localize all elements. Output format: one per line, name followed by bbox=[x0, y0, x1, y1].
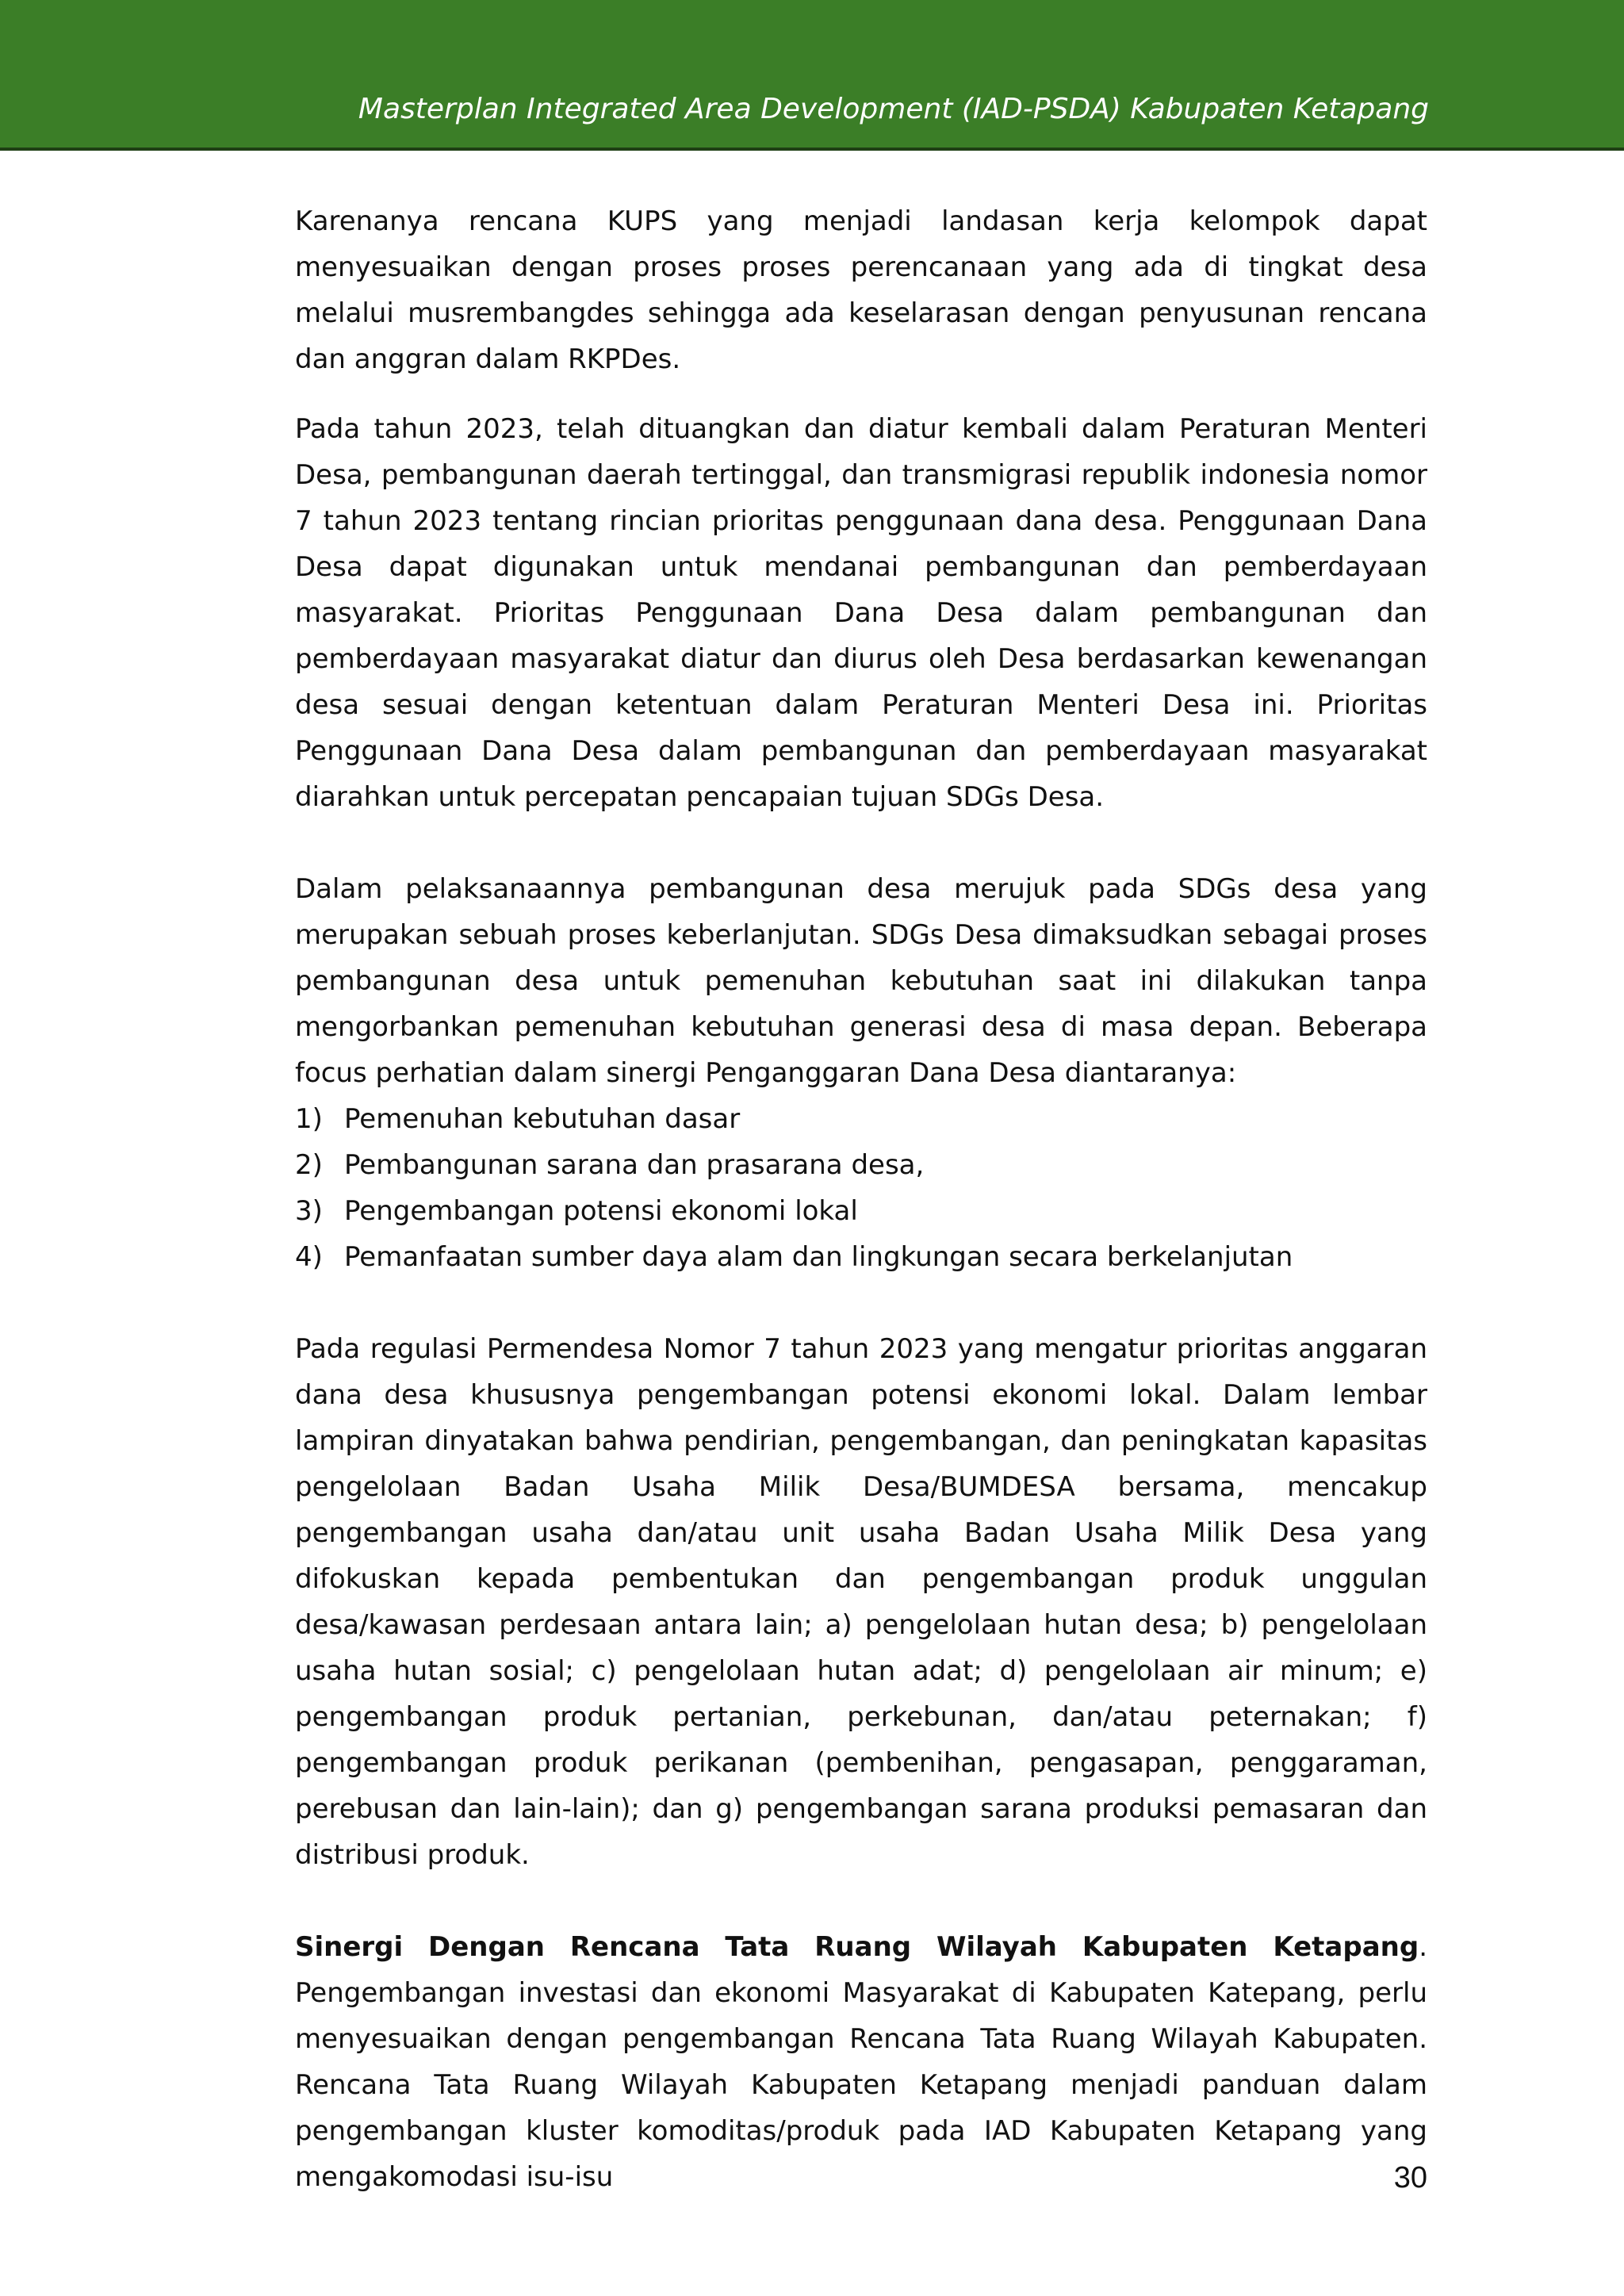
focus-list bbox=[295, 1096, 1427, 1280]
list-item-number: 1) bbox=[295, 1103, 323, 1135]
paragraph-sdgs-desa: Dalam pelaksanaannya pembangunan desa merujuk pada SDGs desa yang merupakan sebuah proses keberlanjutan. SDGs Desa dimaksudkan sebagai proses pembangunan desa untuk pemenuhan kebutuhan saat ini dilakukan tanpa mengorbankan pemenuhan kebutuhan generasi desa di masa depan. Beberapa focus perhatian dalam sinergi Penganggaran Dana Desa diantaranya: bbox=[295, 873, 1427, 1089]
paragraph-regulasi-permendesa: Pada regulasi Permendesa Nomor 7 tahun 2023 yang mengatur prioritas anggaran dana desa khususnya pengembangan potensi ekonomi lokal. Dalam lembar lampiran dinyatakan bahwa pendirian, pengembangan, dan peningkatan kapasitas pengelolaan Badan Usaha Milik Desa/BUMDESA bersama, mencakup pengembangan usaha dan/atau unit usaha Badan Usaha Milik Desa yang difokuskan kepada pembentukan dan pengembangan produk unggulan desa/kawasan perdesaan antara lain; a) pengelolaan hutan desa; b) pengelolaan usaha hutan sosial; c) pengelolaan hutan adat; d) pengelolaan air minum; e) pengembangan produk pertanian, perkebunan, dan/atau peternakan; f) pengembangan produk perikanan (pembenihan, pengasapan, penggaraman, perebusan dan lain-lain); dan g) pengembangan sarana produksi pemasaran dan distribusi produk. bbox=[295, 1333, 1427, 1871]
list-item-number: 2) bbox=[295, 1149, 323, 1181]
list-item-number: 3) bbox=[295, 1195, 323, 1227]
list-item-text: Pemenuhan kebutuhan dasar bbox=[344, 1103, 741, 1135]
sinergi-heading: Sinergi Dengan Rencana Tata Ruang Wilayah Kabupaten Ketapang bbox=[295, 1931, 1419, 1963]
list-item bbox=[295, 1234, 1427, 1280]
list-item bbox=[295, 1142, 1427, 1188]
sinergi-body: . Pengembangan investasi dan ekonomi Masyarakat di Kabupaten Katepang, perlu menyesuaikan dengan pengembangan Rencana Tata Ruang Wilayah Kabupaten. Rencana Tata Ruang Wilayah Kabupaten Ketapang menjadi panduan dalam pengembangan kluster komoditas/produk pada IAD Kabupaten Ketapang yang mengakomodasi isu-isu bbox=[295, 1931, 1427, 2193]
document-title: Masterplan Integrated Area Development (IAD-PSDA) Kabupaten Ketapang bbox=[358, 93, 1429, 125]
list-item-number: 4) bbox=[295, 1241, 323, 1273]
paragraph-sinergi-rtrw bbox=[295, 1924, 1427, 2200]
page-content bbox=[295, 198, 1427, 2200]
paragraph-kups: Karenanya rencana KUPS yang menjadi landasan kerja kelompok dapat menyesuaikan dengan proses proses perencanaan yang ada di tingkat desa melalui musrembangdes sehingga ada keselarasan dengan penyusunan rencana dan anggran dalam RKPDes. bbox=[295, 205, 1427, 375]
list-item-text: Pemanfaatan sumber daya alam dan lingkungan secara berkelanjutan bbox=[344, 1241, 1293, 1273]
page-number: 30 bbox=[1393, 2161, 1427, 2194]
list-item bbox=[295, 1096, 1427, 1142]
list-item-text: Pengembangan potensi ekonomi lokal bbox=[344, 1195, 858, 1227]
list-item bbox=[295, 1188, 1427, 1234]
header-band bbox=[0, 0, 1624, 151]
paragraph-permendesa-2023: Pada tahun 2023, telah dituangkan dan diatur kembali dalam Peraturan Menteri Desa, pembangunan daerah tertinggal, dan transmigrasi republik indonesia nomor 7 tahun 2023 tentang rincian prioritas penggunaan dana desa. Penggunaan Dana Desa dapat digunakan untuk mendanai pembangunan dan pemberdayaan masyarakat. Prioritas Penggunaan Dana Desa dalam pembangunan dan pemberdayaan masyarakat diatur dan diurus oleh Desa berdasarkan kewenangan desa sesuai dengan ketentuan dalam Peraturan Menteri Desa ini. Prioritas Penggunaan Dana Desa dalam pembangunan dan pemberdayaan masyarakat diarahkan untuk percepatan pencapaian tujuan SDGs Desa. bbox=[295, 413, 1427, 813]
list-item-text: Pembangunan sarana dan prasarana desa, bbox=[344, 1149, 925, 1181]
